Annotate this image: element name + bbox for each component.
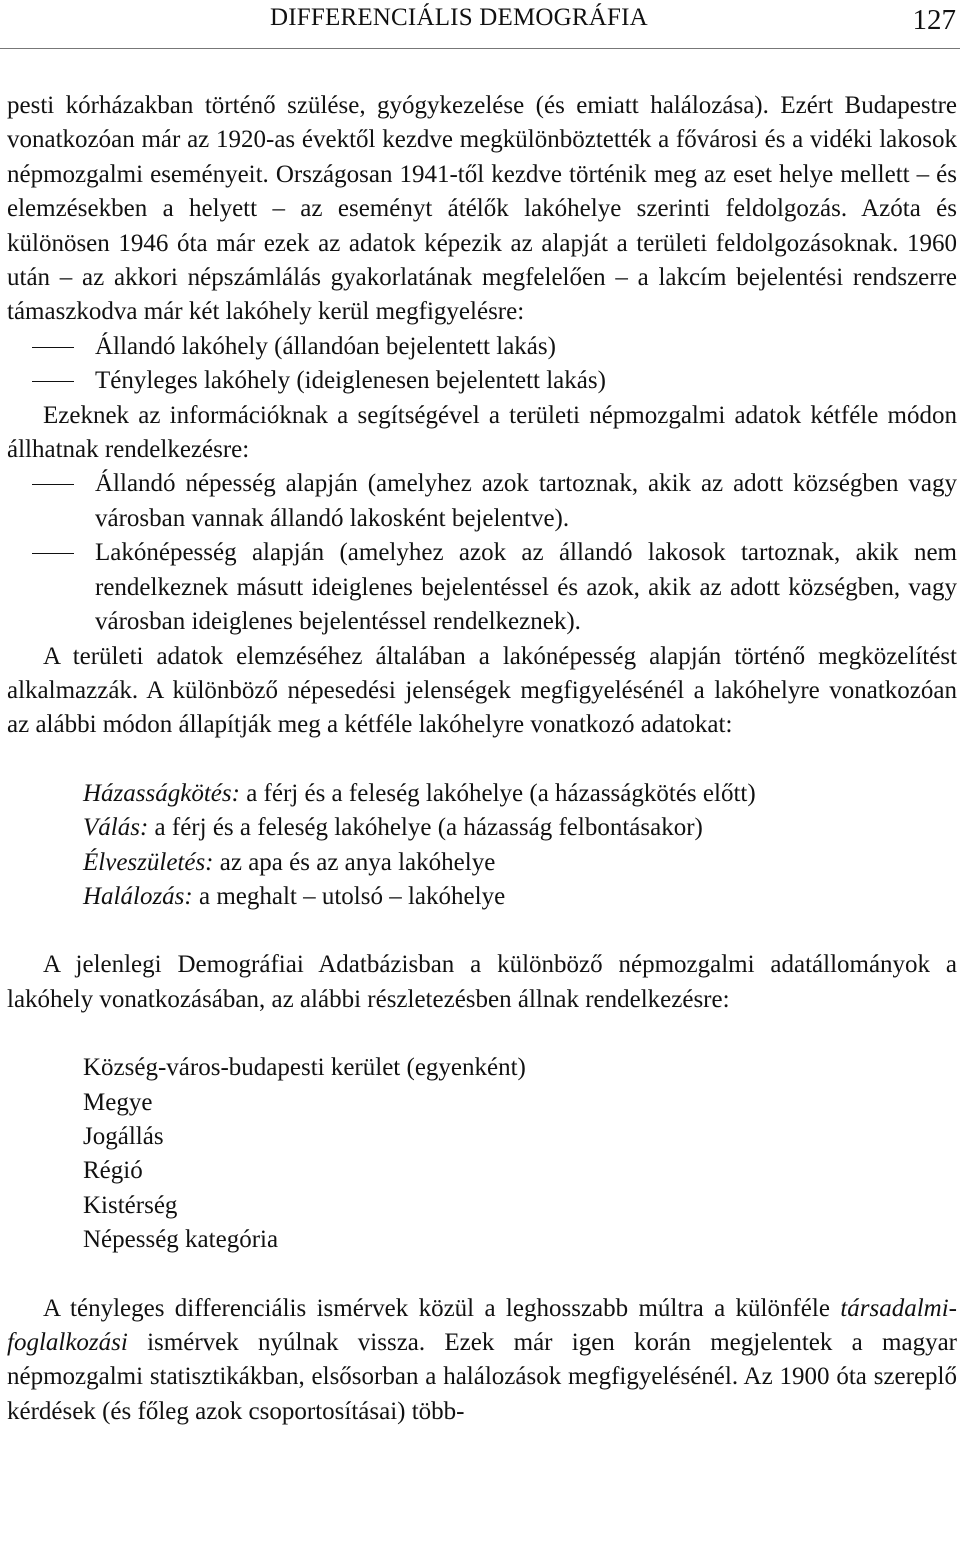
residence-type-item: [7, 364, 957, 398]
event-term: Élveszületés:: [83, 848, 214, 876]
paragraph-5-emphasis: társadalmi-foglalkozási: [7, 1294, 957, 1356]
dash-bullet: [32, 381, 74, 382]
event-rule-text: a meghalt – utolsó – lakóhelye: [192, 882, 506, 910]
page-body: [7, 89, 957, 1429]
residence-type-text: Állandó lakóhely (állandóan bejelentett lakás): [95, 332, 556, 360]
event-rule-line: [83, 846, 957, 880]
residence-type-text: Tényleges lakóhely (ideiglenesen bejelentett lakás): [95, 367, 606, 395]
event-rule-line: [83, 777, 957, 811]
breakdown-item: Jogállás: [83, 1122, 164, 1150]
breakdown-item: Község-város-budapesti kerület (egyenként): [83, 1054, 526, 1082]
paragraph-5: [7, 1292, 957, 1430]
residence-type-item: [7, 330, 957, 364]
breakdown-item: Régió: [83, 1157, 143, 1185]
header-rule: [0, 48, 960, 49]
paragraph-3: A területi adatok elemzéséhez általában a lakónépesség alapján történő megközelítést alkalmazzák. A különböző népesedési jelenségek megfigyelésénél a lakóhelyre vonatkozóan az alábbi módon állapítják meg a kétféle lakóhelyre vonatkozó adatokat:: [7, 642, 957, 739]
page-number: 127: [912, 4, 956, 36]
paragraph-2: Ezeknek az információknak a segítségével a területi népmozgalmi adatok kétféle módon állhatnak rendelkezésre:: [7, 401, 957, 464]
population-base-text: Lakónépesség alapján (amelyhez azok az állandó lakosok tartoznak, akik nem rendelkeznek másutt ideiglenes bejelentéssel és azok, akik az adott községben, vagy városban ideiglenes bejelentéssel rendelkeznek).: [95, 539, 957, 636]
breakdown-item: Megye: [83, 1088, 153, 1116]
event-term: Házasságkötés:: [83, 779, 240, 807]
population-base-item: [7, 536, 957, 639]
event-rule-text: a férj és a feleség lakóhelye (a házasságkötés előtt): [239, 779, 756, 807]
population-base-item: [7, 467, 957, 536]
dash-bullet: [32, 553, 74, 554]
breakdown-item: Népesség kategória: [83, 1226, 279, 1254]
breakdown-item: Kistérség: [83, 1191, 178, 1219]
running-header: [0, 4, 960, 48]
running-title: DIFFERENCIÁLIS DEMOGRÁFIA: [270, 4, 648, 31]
event-rule-line: [83, 811, 957, 845]
dash-bullet: [32, 347, 74, 348]
paragraph-5-end: ismérvek nyúlnak vissza. Ezek már igen korán megjelentek a magyar népmozgalmi statisztikákban, elsősorban a halálozások megfigyelésénél. Az 1900 óta szereplő kérdések (és főleg azok csoportosításai) több-: [7, 1329, 957, 1425]
event-rule-line: [83, 880, 957, 914]
paragraph-5-start: A tényleges differenciális ismérvek közül a leghosszabb múltra a különféle: [43, 1294, 841, 1322]
breakdown-list: [7, 1051, 957, 1257]
dash-bullet: [32, 484, 74, 485]
event-rule-text: a férj és a feleség lakóhelye (a házasság felbontásakor): [148, 814, 703, 842]
event-rule-text: az apa és az anya lakóhelye: [213, 848, 496, 876]
event-term: Válás:: [83, 814, 149, 842]
population-base-text: Állandó népesség alapján (amelyhez azok tartoznak, akik az adott községben vagy városban vannak állandó lakosként bejelentve).: [95, 470, 957, 532]
event-term: Halálozás:: [83, 882, 193, 910]
paragraph-1: pesti kórházakban történő szülése, gyógykezelése (és emiatt halálozása). Ezért Budapestre vonatkozóan már az 1920-as évektől kezdve megkülönböztették a fővárosi és a vidéki lakosok népmozgalmi eseményeit. Országosan 1941-től kezdve történik meg az eset helye mellett – és elemzésekben a helyett – az eseményt átélők lakóhelye szerinti feldolgozás. Azóta és különösen 1946 óta már ezek az adatok képezik az alapját a területi feldolgozásoknak. 1960 után – az akkori népszámlálás gyakorlatának megfelelően – a lakcím bejelentési rendszerre támaszkodva már két lakóhely kerül megfigyelésre:: [7, 92, 957, 326]
paragraph-4: A jelenlegi Demográfiai Adatbázisban a különböző népmozgalmi adatállományok a lakóhely vonatkozásában, az alábbi részletezésben állnak rendelkezésre:: [7, 951, 957, 1013]
event-rule-list: [7, 777, 957, 915]
